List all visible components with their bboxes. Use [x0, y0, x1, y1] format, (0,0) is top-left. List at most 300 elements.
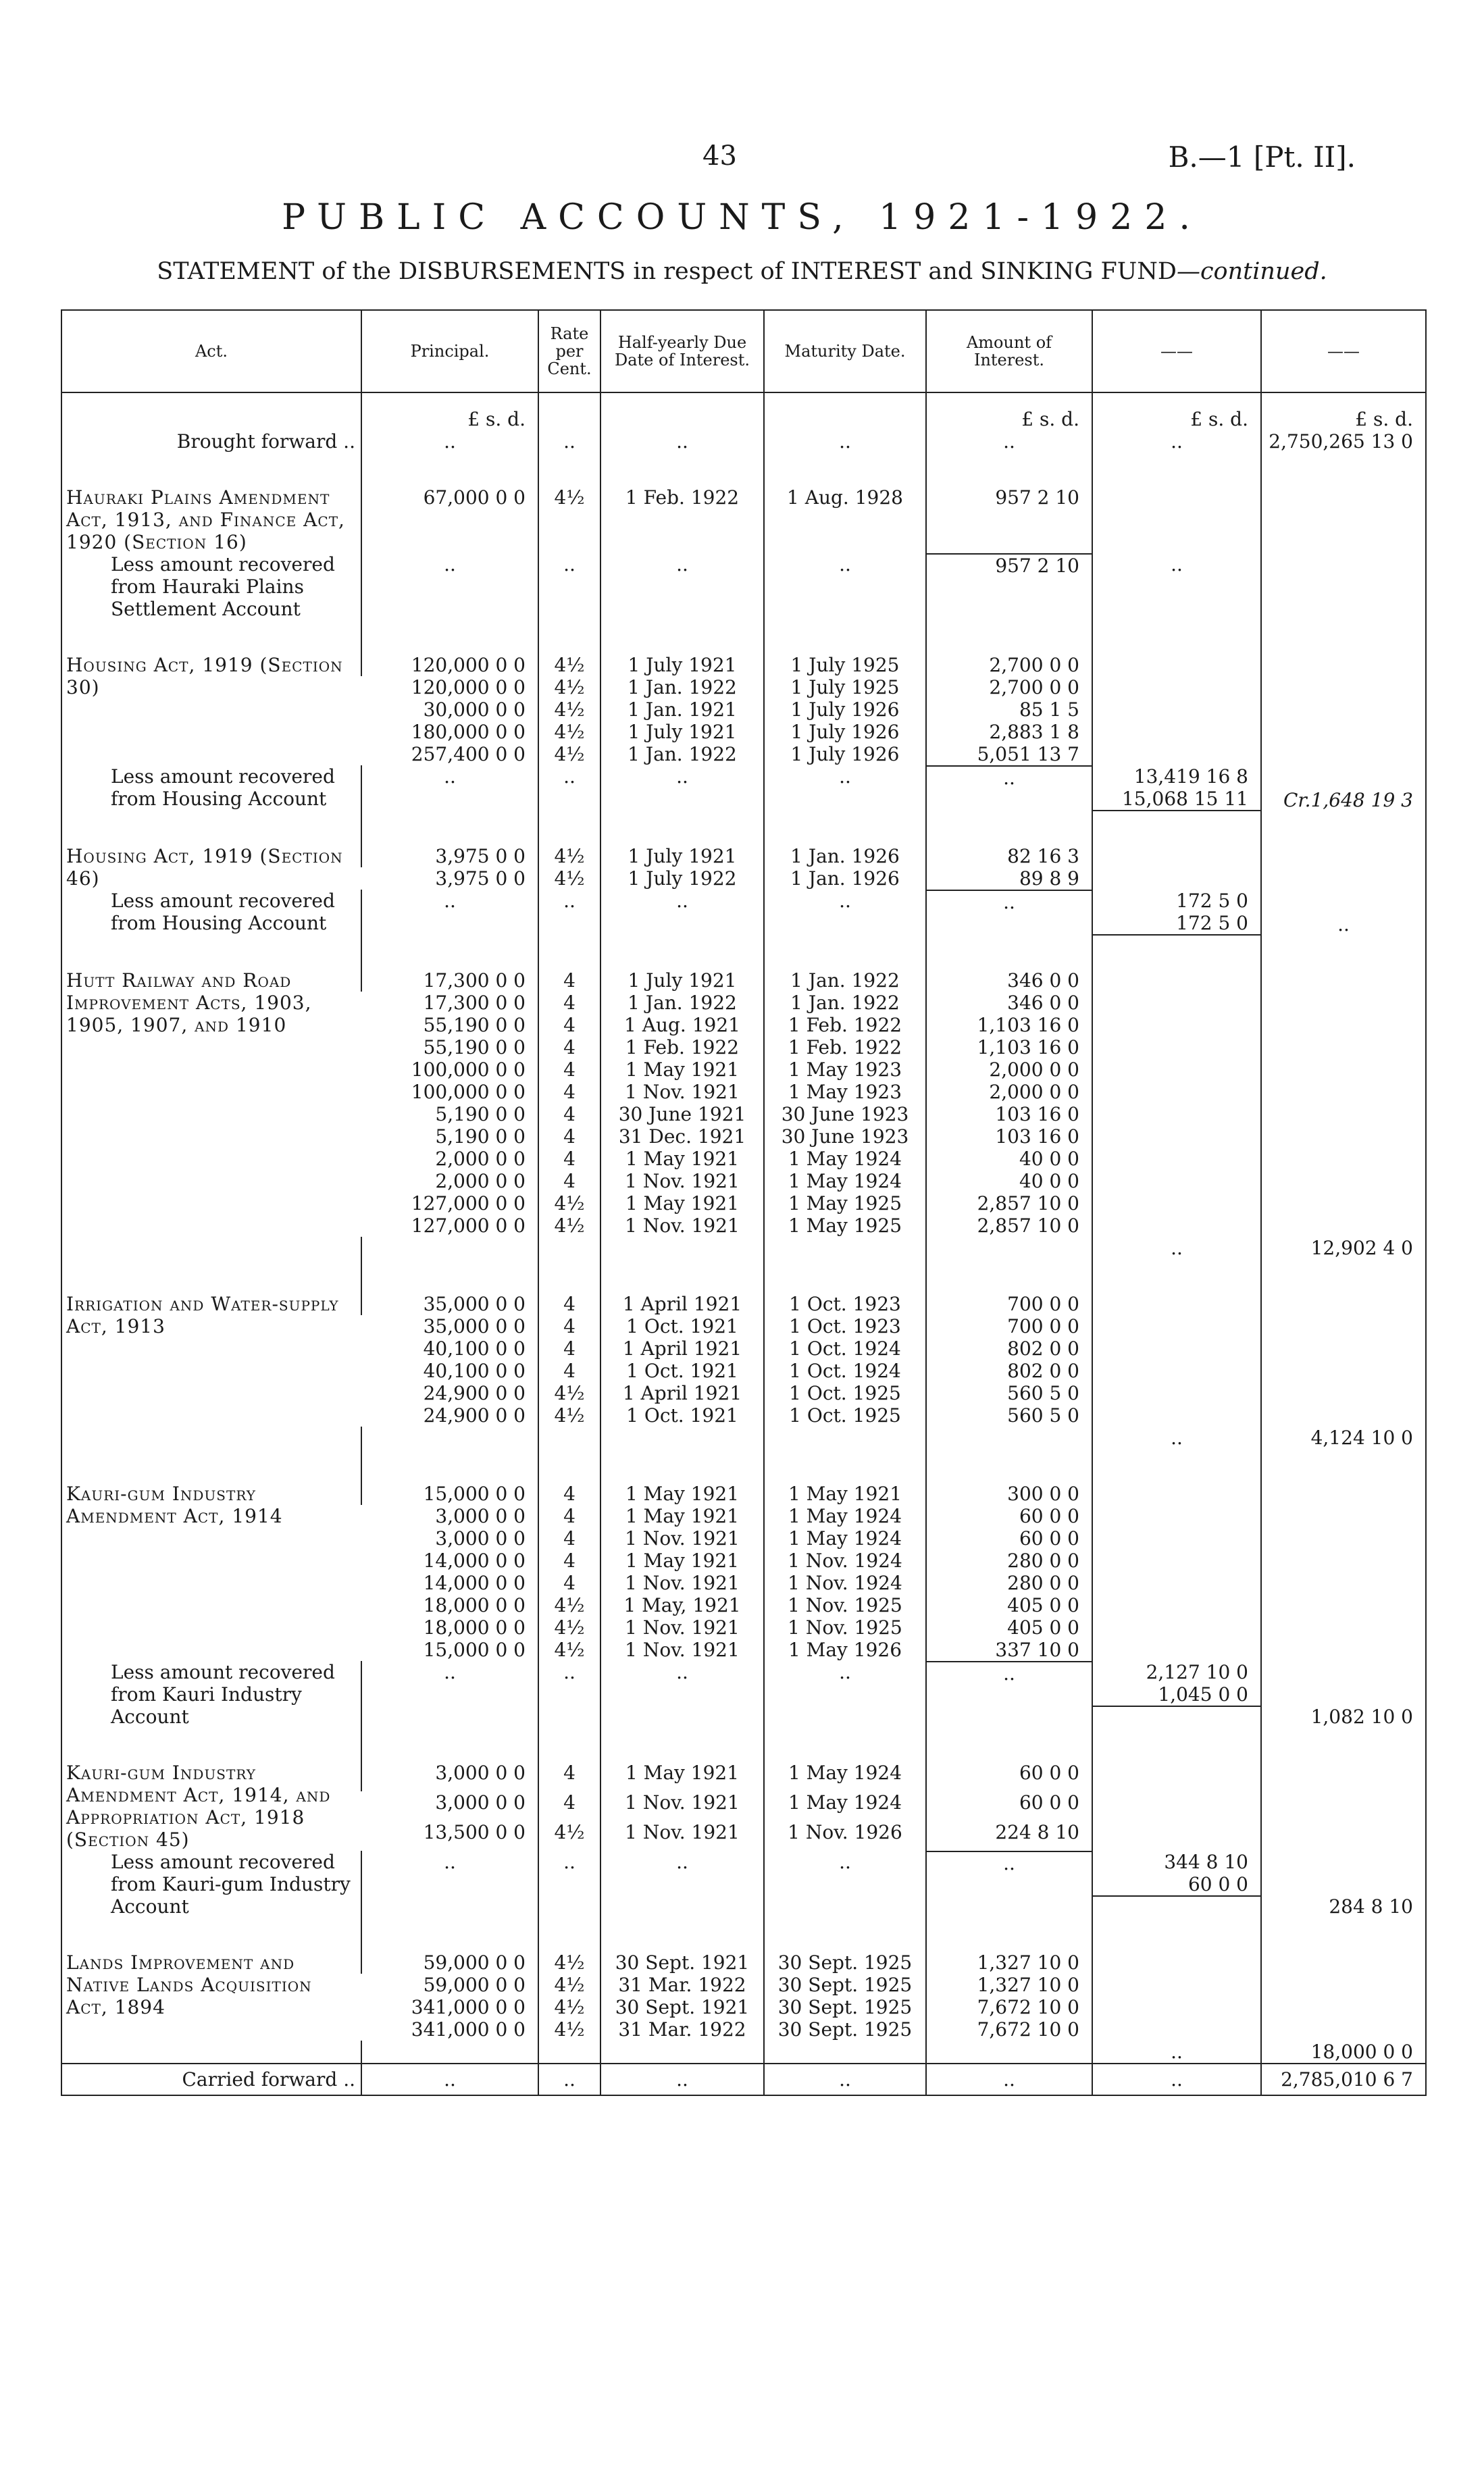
interest-cell: 405 0 0 — [1007, 1594, 1079, 1616]
rate-cell: 4½ — [554, 1951, 585, 1974]
due-date-cell: 1 April 1921 — [622, 1382, 742, 1404]
maturity-cell: 1 May 1926 — [788, 1639, 902, 1661]
maturity-cell: 1 Feb. 1922 — [788, 1014, 902, 1036]
maturity-cell: 30 Sept. 1925 — [777, 1974, 913, 1996]
dots-cell: .. — [444, 890, 456, 912]
less-recovered-label: Less amount recovered from Kauri Industry Account — [111, 1661, 335, 1728]
col-header-principal: Principal. — [361, 310, 538, 392]
principal-cell: 55,190 0 0 — [423, 1036, 526, 1058]
dots-cell: .. — [839, 553, 851, 576]
due-date-cell: 1 April 1921 — [622, 1337, 742, 1360]
carried-forward-row — [61, 2064, 1426, 2095]
principal-cell: 127,000 0 0 — [411, 1192, 526, 1214]
principal-cell: 55,190 0 0 — [423, 1014, 526, 1036]
principal-cell: 3,000 0 0 — [435, 1762, 526, 1784]
principal-cell: 35,000 0 0 — [423, 1315, 526, 1337]
principal-cell: 15,000 0 0 — [423, 1483, 526, 1505]
rate-cell: 4½ — [554, 486, 585, 509]
principal-cell: 24,900 0 0 — [423, 1382, 526, 1404]
less-recovered-row — [61, 1661, 1426, 1728]
interest-cell: 82 16 3 — [1007, 845, 1079, 867]
rate-cell: 4 — [563, 1791, 575, 1814]
due-date-cell: 31 Mar. 1922 — [618, 1974, 746, 1996]
due-date-cell: 1 Nov. 1921 — [625, 1527, 740, 1550]
principal-cell: 180,000 0 0 — [411, 721, 526, 743]
page-number: 43 — [702, 140, 737, 172]
principal-cell: 5,190 0 0 — [435, 1125, 526, 1148]
rate-cell: 4 — [563, 1058, 575, 1081]
maturity-cell: 30 Sept. 1925 — [777, 1951, 913, 1974]
principal-cell: 2,000 0 0 — [435, 1148, 526, 1170]
section-total-row — [61, 1427, 1426, 1449]
due-date-cell: 1 Nov. 1921 — [625, 1791, 740, 1814]
rate-cell: 4½ — [554, 1821, 585, 1843]
rate-cell: 4 — [563, 1527, 575, 1550]
due-date-cell: 1 May, 1921 — [623, 1594, 741, 1616]
dots-cell: .. — [563, 553, 575, 576]
document-reference: B.—1 [Pt. II]. — [1168, 140, 1356, 174]
act-name: Kauri-gum Industry Amendment Act, 1914, and Appropriation Act, 1918 (Section 45) — [66, 1762, 331, 1851]
due-date-cell: 1 May 1921 — [625, 1058, 740, 1081]
section-gap — [61, 1259, 1426, 1293]
interest-cell: 5,051 13 7 — [977, 743, 1079, 765]
interest-cell: 802 0 0 — [1007, 1337, 1079, 1360]
maturity-cell: 30 Sept. 1925 — [777, 2018, 913, 2041]
rate-cell: 4½ — [554, 2018, 585, 2041]
rate-cell: 4 — [563, 1762, 575, 1784]
interest-cell: 346 0 0 — [1007, 992, 1079, 1014]
principal-cell: 341,000 0 0 — [411, 2018, 526, 2041]
interest-cell: 957 2 10 — [995, 486, 1079, 509]
principal-cell: 35,000 0 0 — [423, 1293, 526, 1315]
dots-cell: .. — [563, 1851, 575, 1873]
rate-cell: 4½ — [554, 1404, 585, 1427]
table-body — [61, 392, 1426, 2095]
subtotal-cell: 344 8 10 — [1164, 1851, 1248, 1873]
interest-cell: 60 0 0 — [1019, 1791, 1079, 1814]
principal-cell: 18,000 0 0 — [423, 1594, 526, 1616]
rate-cell: 4½ — [554, 743, 585, 765]
principal-cell: 5,190 0 0 — [435, 1103, 526, 1125]
rate-cell: 4 — [563, 1081, 575, 1103]
rate-cell: 4 — [563, 1550, 575, 1572]
due-date-cell: 1 Aug. 1921 — [624, 1014, 740, 1036]
act-name: Hauraki Plains Amendment Act, 1913, and Finance Act, 1920 (Section 16) — [66, 486, 345, 553]
section-gap — [61, 1449, 1426, 1483]
rate-cell: 4½ — [554, 1192, 585, 1214]
rate-cell: 4 — [563, 1125, 575, 1148]
brought-forward-row — [61, 430, 1426, 453]
net-amount-cell: 18,000 0 0 — [1310, 2041, 1413, 2063]
subtotal-cell: 2,127 10 0 — [1146, 1661, 1248, 1683]
dots-cell: .. — [839, 765, 851, 788]
dots-cell: .. — [1171, 2041, 1183, 2063]
dots-cell: .. — [676, 890, 688, 912]
due-date-cell: 1 July 1921 — [628, 969, 737, 992]
less-amount-cell: 172 5 0 — [1093, 912, 1260, 936]
rate-cell: 4½ — [554, 1382, 585, 1404]
bf-dots: .. — [676, 430, 688, 453]
principal-cell: 14,000 0 0 — [423, 1572, 526, 1594]
principal-cell: 40,100 0 0 — [423, 1337, 526, 1360]
rate-cell: 4½ — [554, 1996, 585, 2018]
brought-forward-label: Brought forward .. — [176, 430, 355, 453]
interest-cell: 700 0 0 — [1007, 1315, 1079, 1337]
due-date-cell: 30 Sept. 1921 — [615, 1951, 750, 1974]
principal-cell: 127,000 0 0 — [411, 1214, 526, 1237]
maturity-cell: 1 Jan. 1922 — [790, 992, 900, 1014]
rate-cell: 4 — [563, 1148, 575, 1170]
col-header-due-date: Half-yearly Due Date of Interest. — [600, 310, 764, 392]
principal-cell: 24,900 0 0 — [423, 1404, 526, 1427]
due-date-cell: 1 Jan. 1922 — [628, 992, 737, 1014]
rate-cell: 4 — [563, 992, 575, 1014]
interest-cell: 2,857 10 0 — [977, 1192, 1079, 1214]
due-date-cell: 1 May 1921 — [625, 1483, 740, 1505]
rate-cell: 4½ — [554, 1616, 585, 1639]
col-header-rate: Rate per Cent. — [538, 310, 600, 392]
maturity-cell: 1 Jan. 1926 — [790, 845, 900, 867]
dots-cell: .. — [839, 1661, 851, 1683]
units-principal: £ s. d. — [467, 408, 526, 430]
col-header-act: Act. — [61, 310, 361, 392]
interest-cell: 957 2 10 — [927, 553, 1092, 577]
rate-cell: 4 — [563, 1293, 575, 1315]
maturity-cell: 1 Nov. 1925 — [788, 1594, 902, 1616]
dots-cell: .. — [444, 1851, 456, 1873]
table-row — [61, 1293, 1426, 1315]
maturity-cell: 1 May 1923 — [788, 1058, 902, 1081]
brought-forward-total: 2,750,265 13 0 — [1269, 430, 1413, 453]
due-date-cell: 1 Oct. 1921 — [626, 1315, 738, 1337]
subtitle-continued: —continued. — [1176, 258, 1327, 285]
due-date-cell: 1 July 1921 — [628, 845, 737, 867]
principal-cell: 100,000 0 0 — [411, 1058, 526, 1081]
dots-cell: .. — [563, 1661, 575, 1683]
less-recovered-label: Less amount recovered from Hauraki Plains Settlement Account — [111, 553, 335, 620]
interest-cell: 560 5 0 — [1007, 1404, 1079, 1427]
dots-cell: .. — [839, 890, 851, 912]
rate-cell: 4 — [563, 1360, 575, 1382]
dots-cell: .. — [676, 1661, 688, 1683]
maturity-cell: 1 May 1924 — [788, 1762, 902, 1784]
principal-cell: 3,000 0 0 — [435, 1791, 526, 1814]
interest-cell: 40 0 0 — [1019, 1170, 1079, 1192]
maturity-cell: 1 May 1924 — [788, 1527, 902, 1550]
cf-dots: .. — [1171, 2068, 1183, 2091]
principal-cell: 40,100 0 0 — [423, 1360, 526, 1382]
interest-cell: 103 16 0 — [995, 1103, 1079, 1125]
maturity-cell: 1 Oct. 1923 — [789, 1315, 901, 1337]
section-gap — [61, 936, 1426, 969]
interest-cell: 346 0 0 — [1007, 969, 1079, 992]
maturity-cell: 1 Oct. 1925 — [789, 1382, 901, 1404]
due-date-cell: 1 Jan. 1922 — [628, 743, 737, 765]
rate-cell: 4½ — [554, 721, 585, 743]
maturity-cell: 1 Jan. 1922 — [790, 969, 900, 992]
cf-dots: .. — [563, 2068, 575, 2091]
statement-subtitle — [0, 258, 1484, 285]
interest-cell: 1,327 10 0 — [977, 1951, 1079, 1974]
table-row — [61, 1762, 1426, 1791]
interest-cell: 7,672 10 0 — [977, 2018, 1079, 2041]
section-gap — [61, 811, 1426, 845]
rate-cell: 4 — [563, 1036, 575, 1058]
principal-cell: 15,000 0 0 — [423, 1639, 526, 1661]
less-recovered-label: Less amount recovered from Kauri-gum Industry Account — [111, 1851, 351, 1918]
due-date-cell: 1 Oct. 1921 — [626, 1360, 738, 1382]
table-row — [61, 969, 1426, 992]
due-date-cell: 1 Nov. 1921 — [625, 1639, 740, 1661]
act-name: Irrigation and Water-supply Act, 1913 — [66, 1293, 339, 1337]
due-date-cell: 30 Sept. 1921 — [615, 1996, 750, 2018]
net-amount-cell: 12,902 4 0 — [1310, 1237, 1413, 1259]
maturity-cell: 1 Aug. 1928 — [787, 486, 903, 509]
due-date-cell: 1 Nov. 1921 — [625, 1214, 740, 1237]
section-gap — [61, 620, 1426, 654]
interest-cell: 89 8 9 — [1019, 867, 1079, 890]
principal-cell: 18,000 0 0 — [423, 1616, 526, 1639]
rate-cell: 4 — [563, 1170, 575, 1192]
maturity-cell: 1 May 1925 — [788, 1214, 902, 1237]
maturity-cell: 1 July 1926 — [790, 743, 900, 765]
table-row — [61, 654, 1426, 676]
interest-cell: 60 0 0 — [1019, 1762, 1079, 1784]
due-date-cell: 1 Nov. 1921 — [625, 1081, 740, 1103]
maturity-cell: 1 Nov. 1924 — [788, 1572, 902, 1594]
principal-cell: 120,000 0 0 — [411, 676, 526, 698]
subtotal-cell: 13,419 16 8 — [1133, 765, 1248, 788]
dots-cell: .. — [444, 765, 456, 788]
due-date-cell: 1 May 1921 — [625, 1192, 740, 1214]
principal-cell: 3,975 0 0 — [435, 845, 526, 867]
principal-cell: 2,000 0 0 — [435, 1170, 526, 1192]
due-date-cell: 1 Feb. 1922 — [625, 1036, 740, 1058]
maturity-cell: 30 June 1923 — [781, 1125, 909, 1148]
maturity-cell: 1 May 1924 — [788, 1148, 902, 1170]
interest-cell: 2,700 0 0 — [989, 676, 1079, 698]
net-amount-cell: Cr.1,648 19 3 — [1283, 789, 1413, 811]
rate-cell: 4½ — [554, 676, 585, 698]
interest-cell: 2,883 1 8 — [989, 721, 1079, 743]
rate-cell: 4½ — [554, 867, 585, 890]
due-date-cell: 1 May 1921 — [625, 1148, 740, 1170]
section-gap — [61, 1728, 1426, 1762]
col-header-blank-2: —— — [1261, 310, 1426, 392]
bf-dots: .. — [1171, 430, 1183, 453]
cf-dots: .. — [444, 2068, 456, 2091]
due-date-cell: 30 June 1921 — [618, 1103, 746, 1125]
maturity-cell: 30 Sept. 1925 — [777, 1996, 913, 2018]
principal-cell: 14,000 0 0 — [423, 1550, 526, 1572]
maturity-cell: 1 July 1925 — [790, 676, 900, 698]
interest-cell: 1,327 10 0 — [977, 1974, 1079, 1996]
due-date-cell: 1 May 1921 — [625, 1550, 740, 1572]
maturity-cell: 1 Feb. 1922 — [788, 1036, 902, 1058]
due-date-cell: 1 May 1921 — [625, 1505, 740, 1527]
maturity-cell: 1 May 1924 — [788, 1170, 902, 1192]
less-amount-cell: 1,045 0 0 — [1093, 1683, 1260, 1707]
dots-cell: .. — [444, 553, 456, 576]
rate-cell: 4½ — [554, 654, 585, 676]
maturity-cell: 1 Oct. 1923 — [789, 1293, 901, 1315]
carried-forward-total: 2,785,010 6 7 — [1281, 2068, 1413, 2091]
principal-cell: 13,500 0 0 — [423, 1821, 526, 1843]
table-row — [61, 1483, 1426, 1505]
interest-cell: 2,000 0 0 — [989, 1058, 1079, 1081]
principal-cell: 3,000 0 0 — [435, 1527, 526, 1550]
subtitle-text: STATEMENT of the DISBURSEMENTS in respect of INTEREST and SINKING FUND — [157, 258, 1177, 285]
rate-cell: 4 — [563, 1014, 575, 1036]
principal-cell: 59,000 0 0 — [423, 1951, 526, 1974]
bf-dots: .. — [563, 430, 575, 453]
dots-cell: .. — [676, 765, 688, 788]
interest-cell: 85 1 5 — [1019, 698, 1079, 721]
interest-cell: .. — [927, 765, 1092, 789]
net-amount-cell: .. — [1337, 913, 1350, 936]
col-header-maturity: Maturity Date. — [764, 310, 926, 392]
col-header-blank-1: —— — [1092, 310, 1261, 392]
interest-cell: .. — [927, 1851, 1092, 1874]
units-col7: £ s. d. — [1190, 408, 1248, 430]
dots-cell: .. — [1171, 1427, 1183, 1449]
maturity-cell: 1 July 1926 — [790, 698, 900, 721]
bf-dots: .. — [839, 430, 851, 453]
less-recovered-row — [61, 1851, 1426, 1918]
rate-cell: 4½ — [554, 698, 585, 721]
rate-cell: 4½ — [554, 1214, 585, 1237]
due-date-cell: 1 July 1921 — [628, 654, 737, 676]
section-total-row — [61, 2041, 1426, 2064]
maturity-cell: 1 May 1924 — [788, 1791, 902, 1814]
interest-cell: .. — [927, 890, 1092, 913]
maturity-cell: 1 Oct. 1925 — [789, 1404, 901, 1427]
due-date-cell: 1 Nov. 1921 — [625, 1170, 740, 1192]
interest-cell: 560 5 0 — [1007, 1382, 1079, 1404]
less-amount-cell: 15,068 15 11 — [1093, 788, 1260, 811]
due-date-cell: 1 July 1922 — [628, 867, 737, 890]
maturity-cell: 1 Oct. 1924 — [789, 1337, 901, 1360]
principal-cell: 17,300 0 0 — [423, 992, 526, 1014]
due-date-cell: 1 Nov. 1921 — [625, 1821, 740, 1843]
maturity-cell: 1 July 1926 — [790, 721, 900, 743]
due-date-cell: 1 Oct. 1921 — [626, 1404, 738, 1427]
interest-cell: 1,103 16 0 — [977, 1036, 1079, 1058]
act-name: Kauri-gum Industry Amendment Act, 1914 — [66, 1483, 283, 1527]
interest-cell: 60 0 0 — [1019, 1527, 1079, 1550]
section-gap — [61, 1918, 1426, 1951]
dots-cell: .. — [444, 1661, 456, 1683]
rate-cell: 4½ — [554, 845, 585, 867]
maturity-cell: 1 May 1923 — [788, 1081, 902, 1103]
net-amount-cell: 4,124 10 0 — [1310, 1427, 1413, 1449]
less-recovered-row — [61, 765, 1426, 811]
less-recovered-row — [61, 890, 1426, 936]
maturity-cell: 1 May 1924 — [788, 1505, 902, 1527]
due-date-cell: 31 Mar. 1922 — [618, 2018, 746, 2041]
principal-cell: 3,975 0 0 — [435, 867, 526, 890]
dots-cell: .. — [1171, 1237, 1183, 1259]
net-amount-cell: 1,082 10 0 — [1310, 1706, 1413, 1728]
table-row — [61, 1951, 1426, 1974]
maturity-cell: 1 July 1925 — [790, 654, 900, 676]
interest-cell: 2,857 10 0 — [977, 1214, 1079, 1237]
table-row — [61, 845, 1426, 867]
principal-cell: 67,000 0 0 — [423, 486, 526, 509]
rate-cell: 4 — [563, 1572, 575, 1594]
less-recovered-label: Less amount recovered from Housing Account — [111, 765, 335, 810]
due-date-cell: 1 Jan. 1921 — [628, 698, 737, 721]
act-name: Housing Act, 1919 (Section 46) — [66, 845, 343, 890]
page-title: PUBLIC ACCOUNTS, 1921-1922. — [282, 197, 1202, 238]
interest-cell: 700 0 0 — [1007, 1293, 1079, 1315]
principal-cell: 341,000 0 0 — [411, 1996, 526, 2018]
interest-cell: 405 0 0 — [1007, 1616, 1079, 1639]
due-date-cell: 1 Nov. 1921 — [625, 1616, 740, 1639]
maturity-cell: 1 May 1925 — [788, 1192, 902, 1214]
maturity-cell: 1 Nov. 1926 — [788, 1821, 902, 1843]
principal-cell: 100,000 0 0 — [411, 1081, 526, 1103]
subtotal-cell: 172 5 0 — [1176, 890, 1248, 912]
act-name: Housing Act, 1919 (Section 30) — [66, 654, 343, 698]
maturity-cell: 1 Oct. 1924 — [789, 1360, 901, 1382]
rate-cell: 4 — [563, 1337, 575, 1360]
due-date-cell: 1 Feb. 1922 — [625, 486, 740, 509]
bf-dots: .. — [1003, 430, 1015, 453]
rate-cell: 4 — [563, 969, 575, 992]
due-date-cell: 1 May 1921 — [625, 1762, 740, 1784]
principal-cell: 3,000 0 0 — [435, 1505, 526, 1527]
due-date-cell: 1 Jan. 1922 — [628, 676, 737, 698]
less-recovered-row — [61, 553, 1426, 620]
header-row — [61, 310, 1426, 392]
interest-cell: 60 0 0 — [1019, 1505, 1079, 1527]
interest-cell: 2,700 0 0 — [989, 654, 1079, 676]
principal-cell: 17,300 0 0 — [423, 969, 526, 992]
interest-cell: 7,672 10 0 — [977, 1996, 1079, 2018]
due-date-cell: 1 April 1921 — [622, 1293, 742, 1315]
rate-cell: 4½ — [554, 1594, 585, 1616]
net-amount-cell: 284 8 10 — [1329, 1895, 1413, 1918]
dots-cell: .. — [839, 1851, 851, 1873]
col-header-interest: Amount of Interest. — [926, 310, 1092, 392]
units-col8: £ s. d. — [1355, 408, 1413, 430]
act-name: Lands Improvement and Native Lands Acquisition Act, 1894 — [66, 1951, 312, 2018]
due-date-cell: 1 July 1921 — [628, 721, 737, 743]
maturity-cell: 1 Nov. 1925 — [788, 1616, 902, 1639]
rate-cell: 4½ — [554, 1974, 585, 1996]
disbursements-table — [61, 309, 1427, 2096]
rate-cell: 4 — [563, 1505, 575, 1527]
section-gap — [61, 453, 1426, 486]
interest-cell: 103 16 0 — [995, 1125, 1079, 1148]
units-interest: £ s. d. — [1021, 408, 1079, 430]
interest-cell: 280 0 0 — [1007, 1572, 1079, 1594]
cf-dots: .. — [839, 2068, 851, 2091]
carried-forward-label: Carried forward .. — [182, 2068, 355, 2091]
dots-cell: .. — [676, 1851, 688, 1873]
interest-cell: 224 8 10 — [995, 1821, 1079, 1843]
bf-dots: .. — [444, 430, 456, 453]
table-row — [61, 486, 1426, 553]
interest-cell: 300 0 0 — [1007, 1483, 1079, 1505]
interest-cell: 337 10 0 — [995, 1639, 1079, 1661]
maturity-cell: 1 Jan. 1926 — [790, 867, 900, 890]
principal-cell: 59,000 0 0 — [423, 1974, 526, 1996]
dots-cell: .. — [563, 890, 575, 912]
due-date-cell: 31 Dec. 1921 — [618, 1125, 746, 1148]
interest-cell: 40 0 0 — [1019, 1148, 1079, 1170]
